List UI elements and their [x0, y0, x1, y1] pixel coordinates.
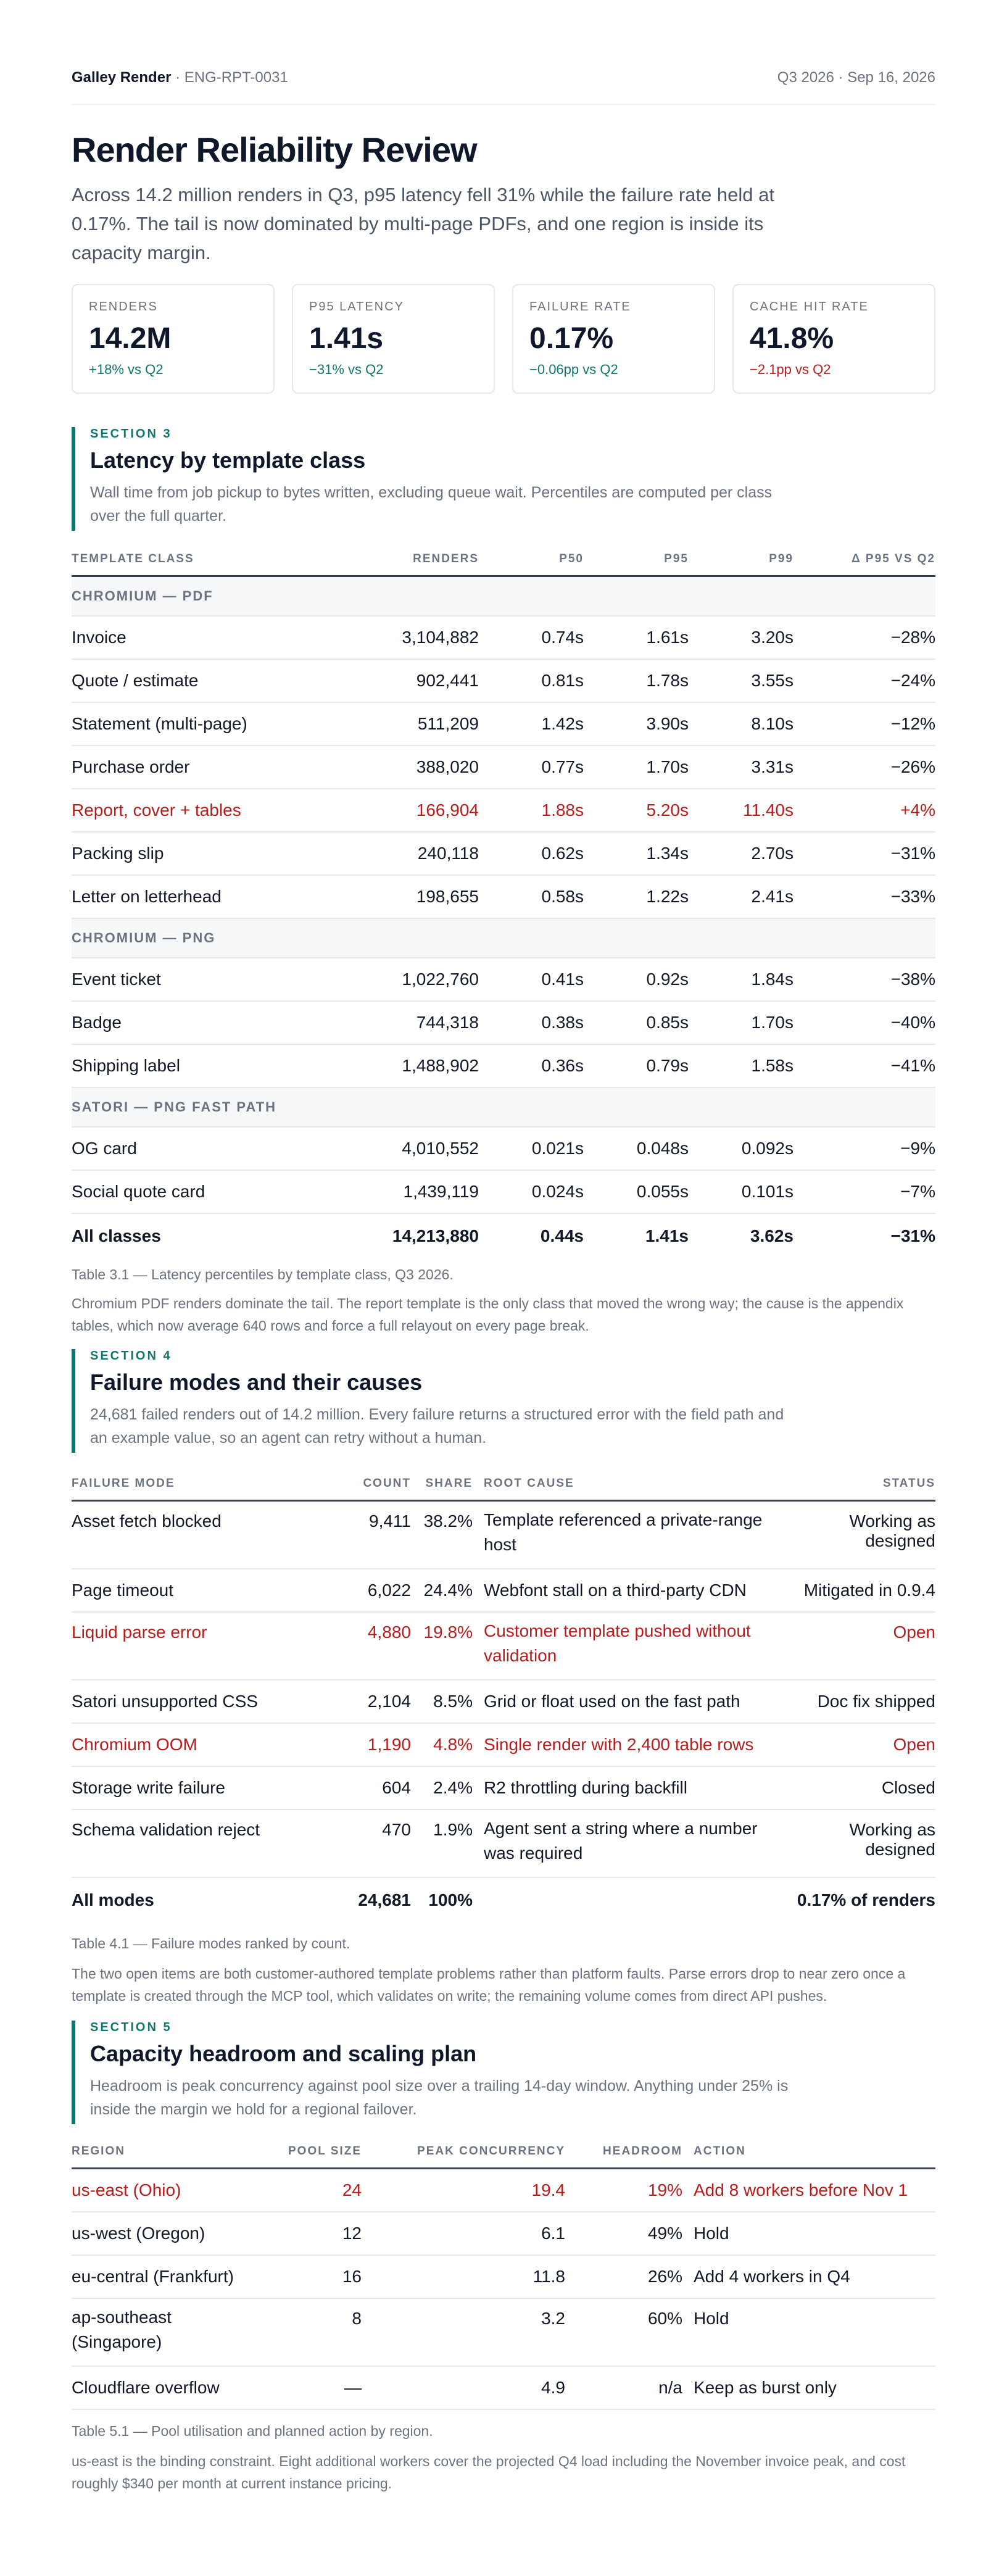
column-header: COUNT	[343, 1468, 411, 1501]
table-total-row	[72, 1877, 935, 1923]
table-row	[72, 875, 935, 918]
cell: 1,190	[343, 1723, 411, 1766]
column-header: SHARE	[411, 1468, 473, 1501]
section-3-header	[72, 427, 935, 531]
kpi-delta: −0.06pp vs Q2	[529, 362, 618, 377]
cell: Add 4 workers in Q4	[682, 2255, 935, 2298]
cell: 0.048s	[584, 1127, 689, 1170]
cell: 1.34s	[584, 832, 689, 875]
cell: Keep as burst only	[682, 2366, 935, 2409]
cell: Open	[781, 1612, 935, 1680]
cell: 3.62s	[750, 1226, 794, 1245]
cell: 0.79s	[584, 1044, 689, 1087]
cell: 14,213,880	[392, 1226, 479, 1245]
section-title: Capacity headroom and scaling plan	[90, 2041, 477, 2066]
cell: Event ticket	[72, 958, 337, 1001]
section-description: 24,681 failed renders out of 14.2 million. Every failure returns a structured error with the field path and an example value, so an agent can retry without a human.	[90, 1406, 784, 1447]
cell: 0.77s	[479, 746, 584, 789]
table-row	[72, 2366, 935, 2409]
section-number: SECTION 3	[90, 427, 172, 441]
cell: 3.2	[362, 2298, 565, 2366]
kpi-label: RENDERS	[89, 300, 158, 314]
table-row	[72, 2212, 935, 2255]
capacity-table	[72, 2135, 935, 2410]
cell: 1.88s	[479, 789, 584, 832]
kpi-card-cache-hit-rate	[732, 284, 935, 394]
cell: Packing slip	[72, 832, 337, 875]
cell: 1.22s	[584, 875, 689, 918]
column-header: P95	[584, 543, 689, 576]
cell: 4,010,552	[337, 1127, 479, 1170]
table-row-highlighted	[72, 1612, 935, 1680]
cell: −24%	[794, 659, 935, 702]
cell: Report, cover + tables	[72, 789, 337, 832]
table-header-row	[72, 543, 935, 576]
cell: −31%	[794, 832, 935, 875]
kpi-label: P95 LATENCY	[309, 300, 404, 314]
table-row	[72, 2255, 935, 2298]
cell: 0.17% of renders	[797, 1890, 935, 1909]
cell: 3.31s	[689, 746, 794, 789]
cell: 1.70s	[689, 1001, 794, 1044]
cell: Satori unsupported CSS	[72, 1680, 343, 1723]
cell: 8.10s	[689, 702, 794, 746]
group-label: CHROMIUM — PDF	[72, 576, 935, 616]
cell: 1,488,902	[337, 1044, 479, 1087]
cell: −26%	[794, 746, 935, 789]
cell: Social quote card	[72, 1170, 337, 1213]
document-id: ENG-RPT-0031	[184, 69, 288, 86]
cell: 0.021s	[479, 1127, 584, 1170]
cell: 3.55s	[689, 659, 794, 702]
cell: 0.024s	[479, 1170, 584, 1213]
cell: Hold	[682, 2212, 935, 2255]
cell: 0.92s	[584, 958, 689, 1001]
table-row	[72, 1680, 935, 1723]
section-5-header	[72, 2021, 935, 2124]
kpi-value: 1.41s	[309, 322, 384, 355]
column-header: REGION	[72, 2135, 281, 2169]
cell: 902,441	[337, 659, 479, 702]
cell: Grid or float used on the fast path	[473, 1680, 781, 1723]
cell: 12	[281, 2212, 362, 2255]
cell: 4,880	[343, 1612, 411, 1680]
table-row	[72, 702, 935, 746]
cell: Purchase order	[72, 746, 337, 789]
cell: Working as designed	[781, 1501, 935, 1569]
cell: Webfont stall on a third-party CDN	[473, 1569, 781, 1612]
cell: 16	[281, 2255, 362, 2298]
column-header: TEMPLATE CLASS	[72, 543, 337, 576]
kpi-value: 0.17%	[529, 322, 614, 355]
table-row	[72, 1170, 935, 1213]
cell: 60%	[565, 2298, 682, 2366]
cell: 0.44s	[540, 1226, 584, 1245]
cell: 2.4%	[411, 1766, 473, 1809]
column-header: RENDERS	[337, 543, 479, 576]
cell: 5.20s	[584, 789, 689, 832]
cell: 0.81s	[479, 659, 584, 702]
cell: eu-central (Frankfurt)	[72, 2255, 281, 2298]
kpi-card-p95-latency	[292, 284, 495, 394]
cell: −31%	[890, 1226, 935, 1245]
column-header: ACTION	[682, 2135, 935, 2169]
table-row	[72, 1809, 935, 1877]
cell: Statement (multi-page)	[72, 702, 337, 746]
cell: 26%	[565, 2255, 682, 2298]
kpi-value: 14.2M	[89, 322, 172, 355]
cell: 1.70s	[584, 746, 689, 789]
report-header	[72, 69, 935, 105]
cell: 0.38s	[479, 1001, 584, 1044]
cell: −33%	[794, 875, 935, 918]
column-header: STATUS	[781, 1468, 935, 1501]
cell: 49%	[565, 2212, 682, 2255]
cell: 0.36s	[479, 1044, 584, 1087]
group-label: CHROMIUM — PNG	[72, 918, 935, 958]
kpi-label: CACHE HIT RATE	[750, 300, 869, 314]
cell: −38%	[794, 958, 935, 1001]
brand-name: Galley Render	[72, 69, 172, 86]
cell: Schema validation reject	[72, 1809, 343, 1877]
cell: 1.84s	[689, 958, 794, 1001]
kpi-delta: +18% vs Q2	[89, 362, 164, 377]
section-description: Wall time from job pickup to bytes written, excluding queue wait. Percentiles are computed per class over the full quarter.	[90, 484, 773, 525]
table-row	[72, 746, 935, 789]
table-row	[72, 2298, 935, 2366]
cell: 38.2%	[411, 1501, 473, 1569]
column-header: PEAK CONCURRENCY	[362, 2135, 565, 2169]
cell: 0.74s	[479, 616, 584, 659]
cell: All classes	[72, 1226, 161, 1245]
cell: 511,209	[337, 702, 479, 746]
cell: −28%	[794, 616, 935, 659]
cell: 0.101s	[689, 1170, 794, 1213]
cell: 1,022,760	[337, 958, 479, 1001]
cell: +4%	[794, 789, 935, 832]
cell: 1.78s	[584, 659, 689, 702]
group-label: SATORI — PNG FAST PATH	[72, 1087, 935, 1127]
cell: us-west (Oregon)	[72, 2212, 281, 2255]
table-row	[72, 1501, 935, 1569]
table-row	[72, 1127, 935, 1170]
cell: 24	[281, 2169, 362, 2212]
brand-line	[72, 69, 288, 104]
cell: Customer template pushed without validation	[473, 1612, 781, 1680]
lead-paragraph: Across 14.2 million renders in Q3, p95 latency fell 31% while the failure rate held at 0.17%. The tail is now dominated by multi-page PDFs, and one region is inside its capacity margin.	[72, 184, 774, 264]
cell: n/a	[565, 2366, 682, 2409]
column-header: HEADROOM	[565, 2135, 682, 2169]
kpi-card-failure-rate	[512, 284, 715, 394]
cell: 8.5%	[411, 1680, 473, 1723]
cell: Quote / estimate	[72, 659, 337, 702]
cell: Invoice	[72, 616, 337, 659]
cell: Shipping label	[72, 1044, 337, 1087]
cell: —	[281, 2366, 362, 2409]
column-header: POOL SIZE	[281, 2135, 362, 2169]
cell: 11.40s	[689, 789, 794, 832]
table-row	[72, 958, 935, 1001]
cell: 4.9	[362, 2366, 565, 2409]
cell: Storage write failure	[72, 1766, 343, 1809]
section-title: Failure modes and their causes	[90, 1369, 423, 1395]
cell: 1.41s	[645, 1226, 689, 1245]
cell: Cloudflare overflow	[72, 2366, 281, 2409]
table-row	[72, 616, 935, 659]
kpi-label: FAILURE RATE	[529, 300, 631, 314]
cell: 3.90s	[584, 702, 689, 746]
cell: OG card	[72, 1127, 337, 1170]
cell: Badge	[72, 1001, 337, 1044]
section-note: The two open items are both customer-authored template problems rather than platform faults. Parse errors drop to near zero once a template is created through the MCP tool, which validates on write; the remaining volume comes from direct API pushes.	[72, 1966, 906, 2004]
cell: Hold	[682, 2298, 935, 2366]
cell: −40%	[794, 1001, 935, 1044]
cell: 2,104	[343, 1680, 411, 1723]
table-row	[72, 1044, 935, 1087]
cell: 1,439,119	[337, 1170, 479, 1213]
section-note: Chromium PDF renders dominate the tail. The report template is the only class that moved the wrong way; the cause is the appendix tables, which now average 640 rows and force a full relayout on every page break.	[72, 1295, 904, 1334]
section-number: SECTION 4	[90, 1349, 172, 1363]
column-header: P50	[479, 543, 584, 576]
cell: 0.85s	[584, 1001, 689, 1044]
table-caption: Table 5.1 — Pool utilisation and planned action by region.	[72, 2423, 433, 2439]
table-row-highlighted	[72, 1723, 935, 1766]
table-group-row	[72, 918, 935, 958]
cell: −7%	[794, 1170, 935, 1213]
cell: Add 8 workers before Nov 1	[682, 2169, 935, 2212]
cell: Doc fix shipped	[781, 1680, 935, 1723]
table-row	[72, 832, 935, 875]
cell: 0.62s	[479, 832, 584, 875]
cell: 19.4	[362, 2169, 565, 2212]
cell: Working as designed	[781, 1809, 935, 1877]
cell: us-east (Ohio)	[72, 2169, 281, 2212]
cell: −9%	[794, 1127, 935, 1170]
section-title: Latency by template class	[90, 447, 366, 473]
cell: 9,411	[343, 1501, 411, 1569]
section-number: SECTION 5	[90, 2021, 172, 2034]
cell: Single render with 2,400 table rows	[473, 1723, 781, 1766]
cell: 4.8%	[411, 1723, 473, 1766]
cell: 388,020	[337, 746, 479, 789]
page-title: Render Reliability Review	[72, 130, 477, 169]
kpi-row	[72, 284, 935, 394]
cell: All modes	[72, 1890, 154, 1909]
table-row	[72, 1766, 935, 1809]
kpi-delta: −31% vs Q2	[309, 362, 384, 377]
cell: −12%	[794, 702, 935, 746]
table-row-highlighted	[72, 2169, 935, 2212]
cell: 11.8	[362, 2255, 565, 2298]
cell: 2.41s	[689, 875, 794, 918]
report-period: Q3 2026 · Sep 16, 2026	[777, 69, 935, 86]
cell: 470	[343, 1809, 411, 1877]
cell: Open	[781, 1723, 935, 1766]
kpi-value: 41.8%	[750, 322, 834, 355]
table-row	[72, 1569, 935, 1612]
cell: 1.58s	[689, 1044, 794, 1087]
cell: Asset fetch blocked	[72, 1501, 343, 1569]
table-group-row	[72, 576, 935, 616]
section-note: us-east is the binding constraint. Eight additional workers cover the projected Q4 load including the November invoice peak, and cost roughly $340 per month at current instance pricing.	[72, 2453, 906, 2491]
kpi-card-renders	[72, 284, 275, 394]
table-group-row	[72, 1087, 935, 1127]
cell: 24,681	[358, 1890, 411, 1909]
table-row	[72, 659, 935, 702]
cell: Mitigated in 0.9.4	[781, 1569, 935, 1612]
cell: 19%	[565, 2169, 682, 2212]
cell: 744,318	[337, 1001, 479, 1044]
section-description: Headroom is peak concurrency against pool size over a trailing 14-day window. Anything under 25% is inside the margin we hold for a regional failover.	[90, 2077, 789, 2118]
table-caption: Table 3.1 — Latency percentiles by template class, Q3 2026.	[72, 1266, 454, 1282]
cell: 604	[343, 1766, 411, 1809]
cell: Closed	[781, 1766, 935, 1809]
cell: Liquid parse error	[72, 1612, 343, 1680]
cell: 1.61s	[584, 616, 689, 659]
column-header: FAILURE MODE	[72, 1468, 343, 1501]
cell: R2 throttling during backfill	[473, 1766, 781, 1809]
cell: 166,904	[337, 789, 479, 832]
cell: Agent sent a string where a number was required	[473, 1809, 781, 1877]
cell: 240,118	[337, 832, 479, 875]
cell: Chromium OOM	[72, 1723, 343, 1766]
cell: 0.41s	[479, 958, 584, 1001]
cell: 0.055s	[584, 1170, 689, 1213]
table-row-highlighted	[72, 789, 935, 832]
table-caption: Table 4.1 — Failure modes ranked by count.	[72, 1935, 350, 1951]
section-4-header	[72, 1349, 935, 1453]
cell: 1.9%	[411, 1809, 473, 1877]
cell: −41%	[794, 1044, 935, 1087]
cell: 24.4%	[411, 1569, 473, 1612]
cell: 6.1	[362, 2212, 565, 2255]
cell: 19.8%	[411, 1612, 473, 1680]
cell: Letter on letterhead	[72, 875, 337, 918]
column-header: ROOT CAUSE	[473, 1468, 781, 1501]
cell: 6,022	[343, 1569, 411, 1612]
kpi-delta: −2.1pp vs Q2	[750, 362, 831, 377]
cell: 1.42s	[479, 702, 584, 746]
cell: 198,655	[337, 875, 479, 918]
cell: 3,104,882	[337, 616, 479, 659]
cell: 0.58s	[479, 875, 584, 918]
cell: 100%	[428, 1890, 473, 1909]
cell-text: ap-southeast (Singapore)	[72, 2307, 172, 2351]
table-header-row	[72, 1468, 935, 1501]
latency-table	[72, 543, 935, 1259]
column-header: Δ P95 VS Q2	[794, 543, 935, 576]
cell	[473, 1877, 781, 1923]
table-header-row	[72, 2135, 935, 2169]
brand-separator: ·	[175, 69, 181, 86]
cell	[72, 2298, 281, 2366]
cell: Page timeout	[72, 1569, 343, 1612]
cell: 2.70s	[689, 832, 794, 875]
cell: 8	[281, 2298, 362, 2366]
table-total-row	[72, 1213, 935, 1259]
cell: Template referenced a private-range host	[473, 1501, 781, 1569]
table-row	[72, 1001, 935, 1044]
failure-modes-table	[72, 1468, 935, 1923]
column-header: P99	[689, 543, 794, 576]
cell: 0.092s	[689, 1127, 794, 1170]
cell: 3.20s	[689, 616, 794, 659]
